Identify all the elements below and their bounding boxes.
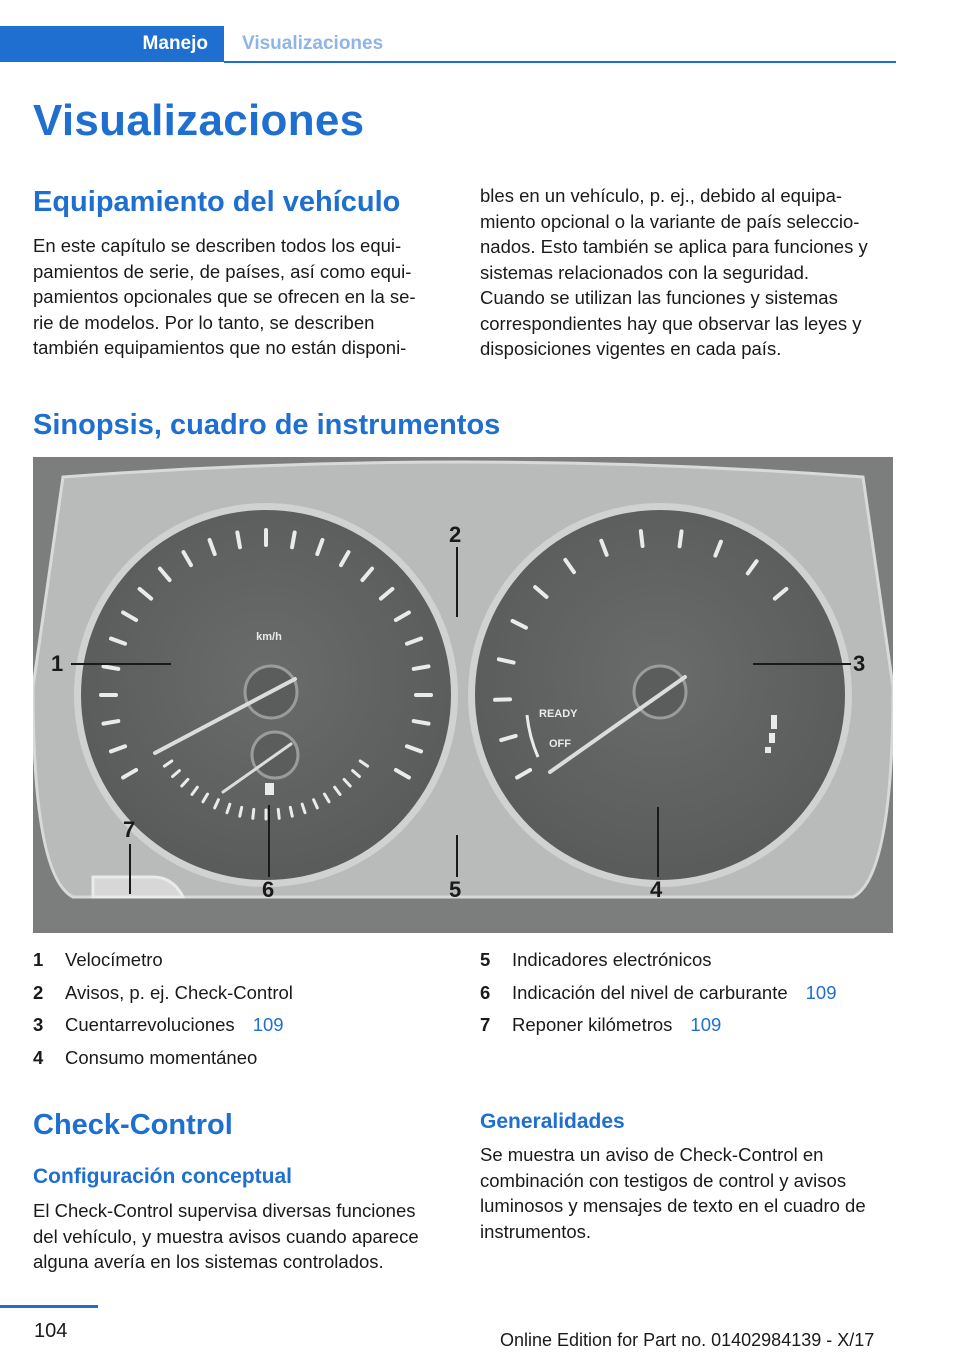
page-ref-link[interactable]: 109 [252,1014,284,1035]
legend-item [480,1009,837,1042]
legend-number: 2 [33,981,44,1003]
off-label: OFF [549,738,571,750]
dial-tick [680,531,682,546]
tachometer-hub [634,666,686,718]
legend-right [480,944,837,1042]
heading-generalidades: Generalidades [480,1110,625,1133]
legend-left [33,944,293,1074]
edition-note: Online Edition for Part no. 01402984139 - X/17 [500,1330,875,1350]
legend-item [480,977,837,1010]
fuel-pump-icon [265,783,274,795]
dial-tick [414,666,429,669]
legend-item [33,944,293,977]
page-number: 104 [34,1320,68,1342]
instrument-cluster-figure [33,457,893,933]
equipamiento-text-col2: bles en un vehículo, p. ej., debido al equipa- miento opcional o la variante de país seleccio- nados. Esto también se aplica para funciones y sistemas relacionados con la seguridad. Cuando se utilizan las funciones y sistemas correspondientes hay que observar las leyes y disposiciones vigentes en cada país. [480,185,868,359]
callout-6: 6 [262,877,275,902]
legend-label: Indicadores electrónicos [512,949,712,970]
callout-5: 5 [449,877,462,902]
ready-label: READY [539,708,578,720]
heading-sinopsis: Sinopsis, cuadro de instrumentos [33,409,501,441]
page-ref-link[interactable]: 109 [690,1014,722,1035]
dial-tick [104,721,119,724]
legend-item [480,944,837,977]
page-ref-link[interactable]: 109 [805,981,837,1003]
legend-label: Consumo momentáneo [65,1046,258,1068]
legend-number: 7 [480,1014,491,1035]
speedometer-unit: km/h [256,631,282,643]
legend-number: 6 [480,981,491,1003]
page-title: Visualizaciones [33,96,365,145]
heading-check-control: Check-Control [33,1109,233,1141]
legend-label: Reponer kilómetros [512,1014,673,1035]
legend-item [33,1009,293,1042]
configuracion-text: El Check-Control supervisa diversas funciones del vehículo, y muestra avisos cuando aparece alguna avería en los sistemas controlados. [33,1200,419,1272]
header-rule [224,61,896,63]
callout-3: 3 [853,651,866,676]
legend-item [33,977,293,1010]
equipamiento-text-col1: En este capítulo se describen todos los equi- pamientos de serie, de países, así como equi- pamientos opcionales que se ofrecen en la se- rie de modelos. Por lo tanto, se describen también equipamientos que no están disponi- [33,235,416,358]
footer-rule [0,1305,98,1308]
generalidades-text: Se muestra un aviso de Check-Control en combinación con testigos de control y avisos luminosos y mensajes de texto en el cuadro de instrumentos. [480,1144,866,1242]
trip-reset-button [93,877,183,897]
legend-label: Indicación del nivel de carburante [512,981,788,1003]
callout-7: 7 [123,817,136,842]
tab-visualizaciones[interactable]: Visualizaciones [242,33,384,54]
dial-tick [290,807,292,816]
dial-tick [240,807,242,816]
heading-equipamiento: Equipamiento del vehículo [33,186,401,218]
dial-tick [414,721,429,724]
callout-2: 2 [449,522,462,547]
dial-tick [278,809,279,818]
callout-4: 4 [650,877,663,902]
tab-manejo[interactable]: Manejo [0,26,224,62]
callout-1: 1 [51,651,64,676]
legend-number: 1 [33,949,44,970]
legend-item [33,1042,293,1075]
dial-tick [104,666,119,669]
dial-tick [237,533,240,548]
dial-tick [292,533,295,548]
legend-label: Velocímetro [65,949,163,970]
legend-number: 5 [480,949,491,970]
legend-label: Cuentarrevoluciones [65,1014,235,1035]
legend-number: 4 [33,1046,44,1068]
legend-number: 3 [33,1014,44,1035]
header-bar [0,26,896,62]
dial-tick [641,531,643,546]
legend-label: Avisos, p. ej. Check-Control [65,981,293,1003]
heading-configuracion: Configuración conceptual [33,1165,293,1188]
dial-tick [253,809,254,818]
